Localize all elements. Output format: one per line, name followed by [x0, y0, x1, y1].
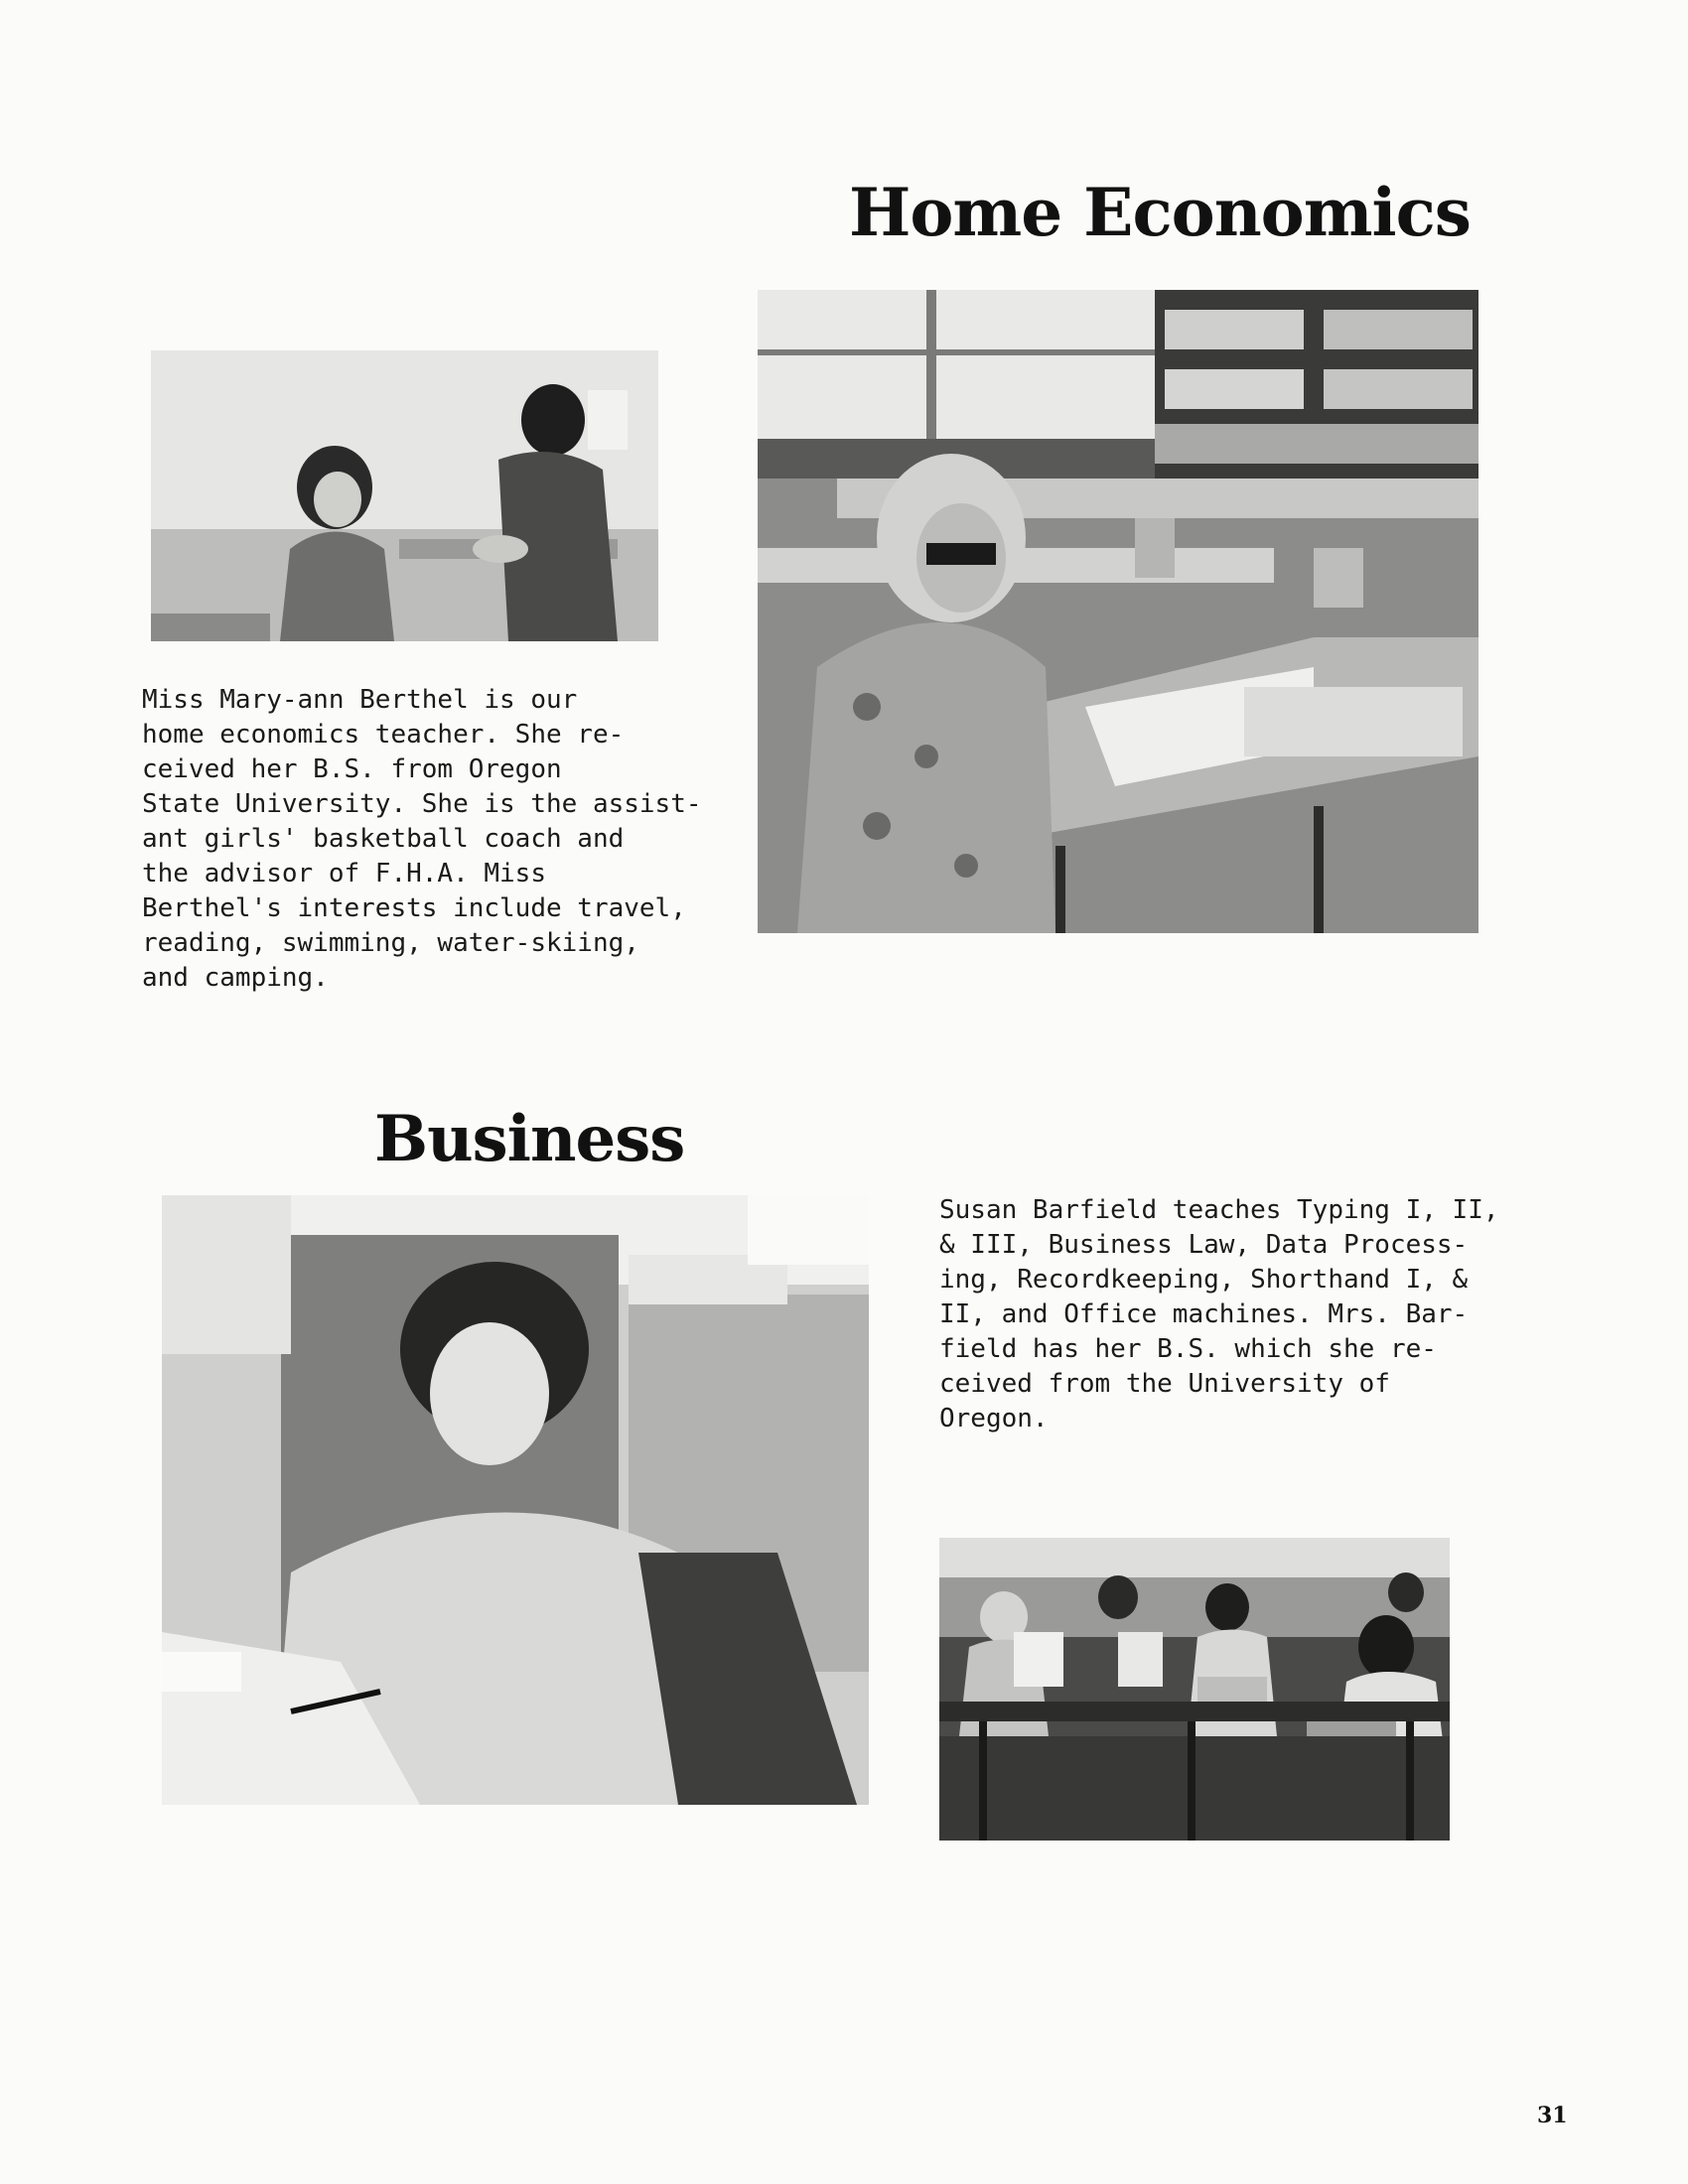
text-line: & III, Business Law, Data Process- — [939, 1230, 1469, 1260]
text-line: ceived her B.S. from Oregon — [142, 754, 562, 784]
text-line: ant girls' basketball coach and — [142, 824, 625, 854]
page-number: 31 — [1537, 2103, 1568, 2128]
text-line: Oregon. — [939, 1404, 1049, 1433]
text-line: ceived from the University of — [939, 1369, 1390, 1399]
text-line: the advisor of F.H.A. Miss — [142, 859, 546, 888]
typing-class-photo — [939, 1538, 1450, 1841]
teacher-at-desk-photo — [162, 1195, 869, 1805]
text-line: home economics teacher. She re- — [142, 720, 625, 750]
text-line: II, and Office machines. Mrs. Bar- — [939, 1299, 1469, 1329]
text-line: ing, Recordkeeping, Shorthand I, & — [939, 1265, 1469, 1295]
text-line: Susan Barfield teaches Typing I, II, — [939, 1195, 1499, 1225]
text-line: and camping. — [142, 963, 329, 993]
text-line: State University. She is the assist- — [142, 789, 702, 819]
text-line: Berthel's interests include travel, — [142, 893, 686, 923]
text-line: reading, swimming, water-skiing, — [142, 928, 639, 958]
home-economics-description — [142, 683, 702, 996]
teacher-in-library-photo — [758, 290, 1478, 933]
text-line: field has her B.S. which she re- — [939, 1334, 1437, 1364]
home-economics-heading: Home Economics — [849, 174, 1471, 251]
business-description — [939, 1193, 1499, 1436]
students-at-counter-photo — [151, 350, 658, 641]
text-line: Miss Mary-ann Berthel is our — [142, 685, 578, 715]
business-heading: Business — [374, 1102, 685, 1176]
